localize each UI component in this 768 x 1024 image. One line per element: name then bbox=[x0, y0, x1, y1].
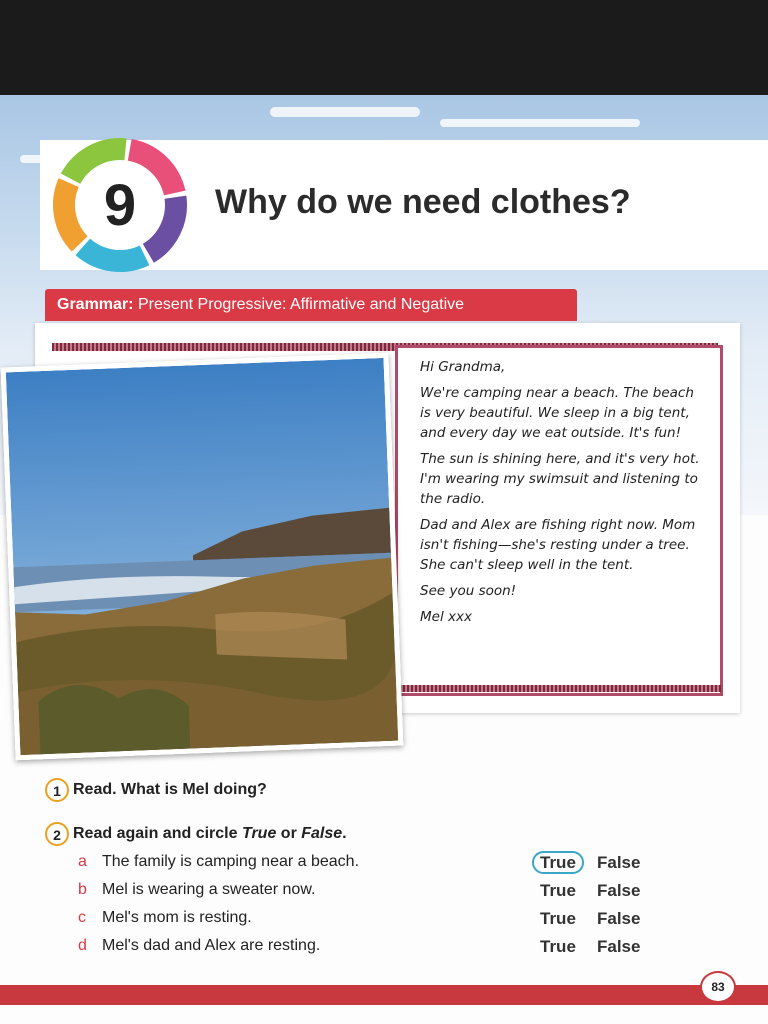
footer-bar bbox=[0, 985, 768, 1005]
false-option[interactable]: False bbox=[597, 909, 641, 928]
item-letter: d bbox=[78, 937, 87, 954]
page-number: 83 bbox=[700, 971, 736, 1003]
letter-paragraph: Dad and Alex are fishing right now. Mom isn't fishing—she's resting under a tree. She can't sleep well in the tent. bbox=[420, 517, 696, 573]
textbook-page bbox=[0, 95, 768, 1024]
letter-paragraph: See you soon! bbox=[420, 583, 517, 599]
unit-number: 9 bbox=[103, 173, 137, 238]
question-false-word: False bbox=[301, 825, 343, 842]
circled-answer: True bbox=[532, 851, 584, 874]
letter-signoff: Mel xxx bbox=[420, 609, 472, 625]
true-option[interactable]: True bbox=[540, 937, 576, 956]
unit-number-badge bbox=[48, 133, 192, 277]
item-letter: b bbox=[78, 881, 87, 898]
question-number: 1 bbox=[45, 778, 69, 802]
item-text: Mel is wearing a sweater now. bbox=[102, 881, 316, 898]
item-letter: a bbox=[78, 853, 87, 870]
item-text: The family is camping near a beach. bbox=[102, 853, 360, 870]
true-option[interactable]: True bbox=[540, 881, 576, 900]
question-true-word: True bbox=[241, 825, 277, 842]
letter-greeting: Hi Grandma, bbox=[420, 359, 506, 375]
false-option[interactable]: False bbox=[597, 937, 641, 956]
item-text: Mel's dad and Alex are resting. bbox=[102, 937, 321, 954]
exercise-item bbox=[78, 881, 315, 899]
question-1 bbox=[45, 778, 267, 802]
grammar-label: Grammar: bbox=[57, 296, 134, 313]
grammar-banner bbox=[45, 289, 577, 321]
exercise-item bbox=[78, 909, 252, 927]
decorative-wave bbox=[270, 107, 420, 117]
exercise-item bbox=[78, 853, 359, 871]
question-text: or bbox=[276, 825, 302, 842]
question-number: 2 bbox=[45, 822, 69, 846]
item-text: Mel's mom is resting. bbox=[102, 909, 252, 926]
letter-paragraph: The sun is shining here, and it's very hot. I'm wearing my swimsuit and listening to the radio. bbox=[420, 451, 700, 507]
beach-photo bbox=[1, 353, 404, 761]
decorative-wave bbox=[440, 119, 640, 127]
decorative-stripe bbox=[395, 685, 721, 692]
question-text: Read. What is Mel doing? bbox=[73, 781, 267, 798]
exercise-item bbox=[78, 937, 320, 955]
question-2 bbox=[45, 822, 347, 846]
item-letter: c bbox=[78, 909, 86, 926]
false-option[interactable]: False bbox=[597, 881, 641, 900]
grammar-topic: Present Progressive: Affirmative and Negative bbox=[137, 296, 465, 313]
letter-paragraph: We're camping near a beach. The beach is very beautiful. We sleep in a big tent, and every day we eat outside. It's fun! bbox=[420, 385, 694, 441]
question-text: . bbox=[342, 825, 347, 842]
true-option[interactable] bbox=[540, 853, 584, 873]
question-text: Read again and circle bbox=[73, 825, 242, 842]
letter-text bbox=[420, 357, 705, 633]
true-option[interactable]: True bbox=[540, 909, 576, 928]
page-title: Why do we need clothes? bbox=[215, 183, 631, 221]
false-option[interactable]: False bbox=[597, 853, 641, 872]
